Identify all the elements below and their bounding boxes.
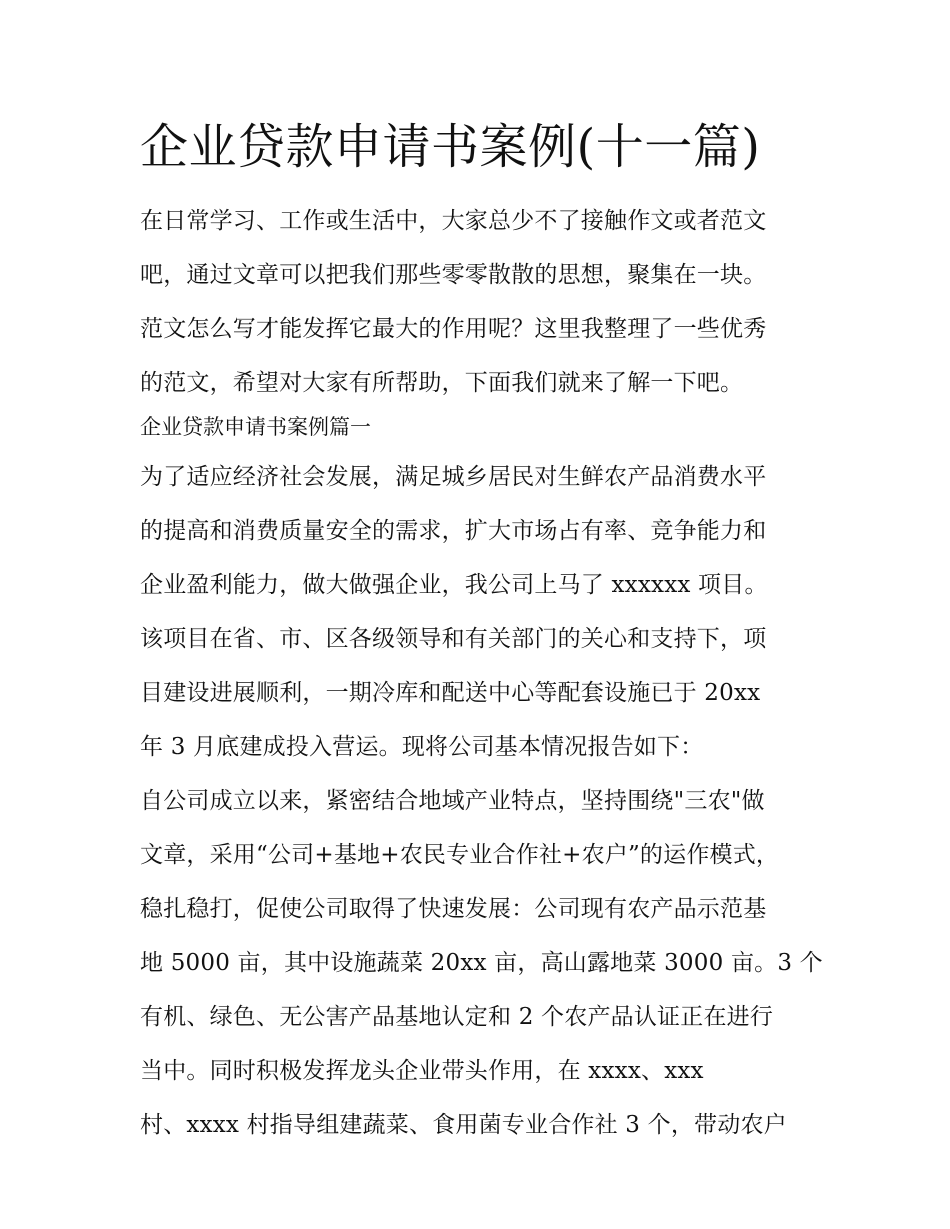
- intro-line: 的范文，希望对大家有所帮助，下面我们就来了解一下吧。: [140, 370, 744, 396]
- paragraph-line: 村、xxxx 村指导组建蔬菜、食用菌专业合作社 3 个，带动农户: [140, 1112, 787, 1138]
- paragraph-line: 当中。同时积极发挥龙头企业带头作用，在 xxxx、xxx: [140, 1058, 704, 1084]
- paragraph-line: 企业盈利能力，做大做强企业，我公司上马了 xxxxxx 项目。: [140, 572, 768, 598]
- paragraph-line: 有机、绿色、无公害产品基地认定和 2 个农产品认证正在进行: [140, 1004, 774, 1030]
- paragraph-line: 稳扎稳打，促使公司取得了快速发展：公司现有农产品示范基: [140, 896, 767, 922]
- section-heading: 企业贷款申请书案例篇一: [140, 415, 371, 439]
- paragraph-line: 地 5000 亩，其中设施蔬菜 20xx 亩，高山露地菜 3000 亩。3 个: [140, 950, 823, 976]
- paragraph-line: 文章，采用“公司+基地+农民专业合作社+农户”的运作模式，: [140, 842, 780, 868]
- paragraph-line: 目建设进展顺利，一期冷库和配送中心等配套设施已于 20xx: [140, 680, 761, 706]
- paragraph-line: 为了适应经济社会发展，满足城乡居民对生鲜农产品消费水平: [140, 464, 767, 490]
- paragraph-line: 年 3 月底建成投入营运。现将公司基本情况报告如下：: [140, 734, 704, 760]
- paragraph-line: 的提高和消费质量安全的需求，扩大市场占有率、竞争能力和: [140, 518, 767, 544]
- intro-line: 吧，通过文章可以把我们那些零零散散的思想，聚集在一块。: [140, 262, 767, 288]
- paragraph-line: 该项目在省、市、区各级领导和有关部门的关心和支持下，项: [140, 626, 767, 652]
- intro-line: 在日常学习、工作或生活中，大家总少不了接触作文或者范文: [140, 208, 767, 234]
- intro-line: 范文怎么写才能发挥它最大的作用呢？这里我整理了一些优秀: [140, 316, 767, 342]
- paragraph-line: 自公司成立以来，紧密结合地域产业特点，坚持围绕"三农"做: [140, 788, 765, 814]
- document-title: 企业贷款申请书案例(十一篇): [140, 119, 761, 175]
